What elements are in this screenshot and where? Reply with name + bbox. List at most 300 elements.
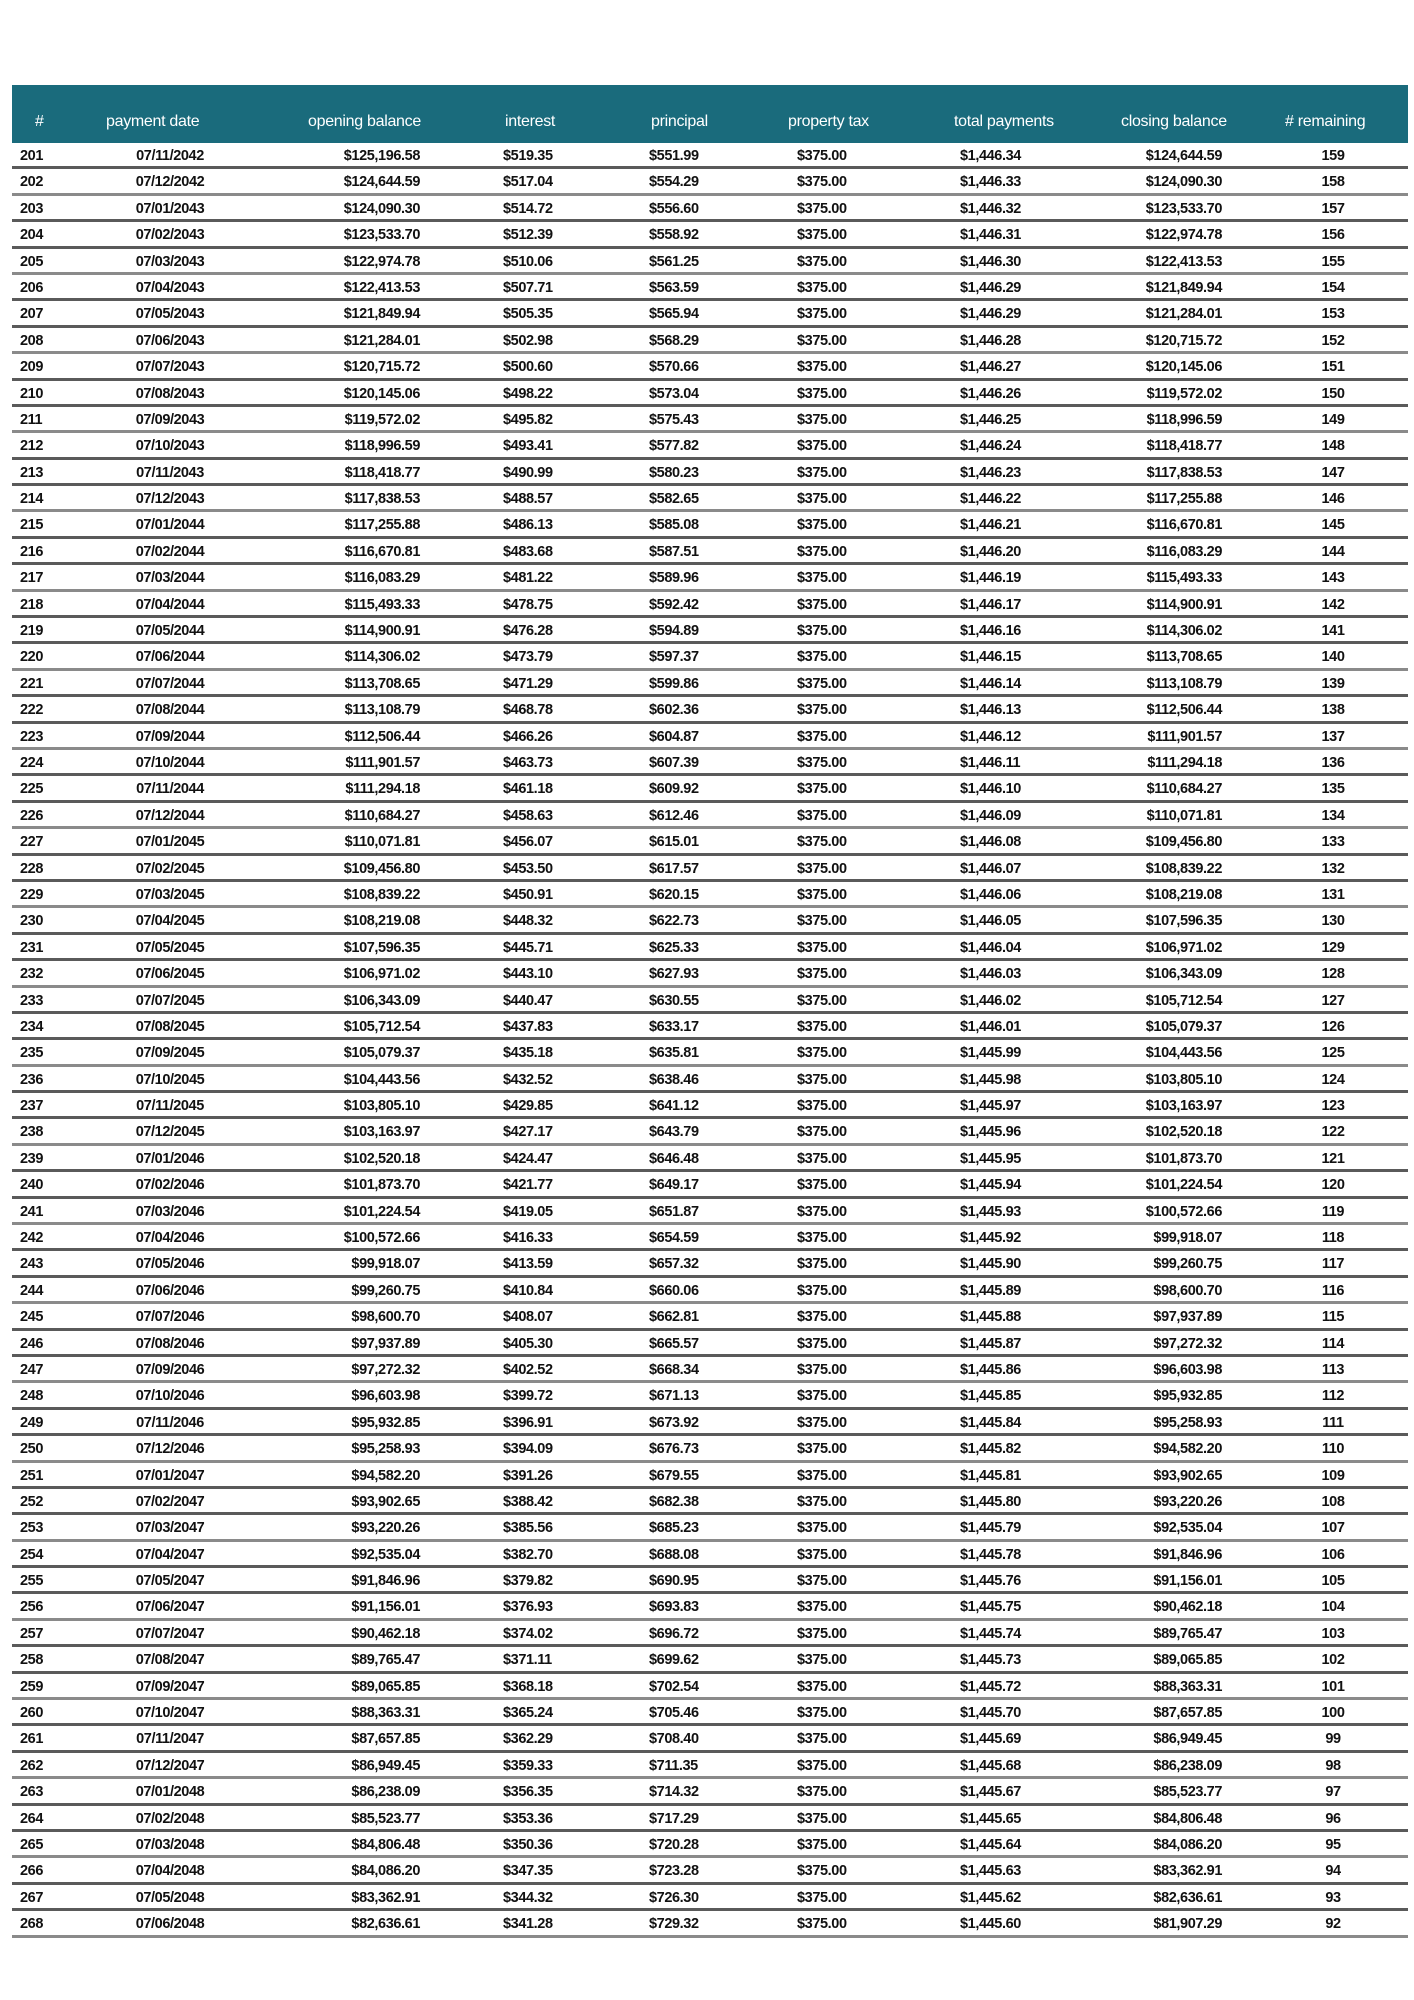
interest-cell: $382.70 bbox=[503, 1546, 553, 1563]
payment-number-cell: 225 bbox=[20, 781, 43, 798]
property-tax-cell: $375.00 bbox=[797, 702, 847, 719]
interest-cell: $408.07 bbox=[503, 1309, 553, 1326]
payment-number-cell: 203 bbox=[20, 200, 43, 217]
opening-balance-cell: $114,306.02 bbox=[344, 649, 420, 666]
opening-balance-cell: $102,520.18 bbox=[343, 1150, 420, 1167]
interest-cell: $396.91 bbox=[503, 1414, 553, 1431]
total-payment-cell: $1,445.60 bbox=[960, 1916, 1021, 1933]
table-row: 240 07/02/2046 $101,873.70 $421.77 $649.17 $375.00 $1,445.94 $101,224.54 120 bbox=[12, 1172, 1408, 1198]
payment-number-cell: 263 bbox=[20, 1784, 43, 1801]
header-opening-balance: opening balance bbox=[308, 113, 421, 130]
table-row: 265 07/03/2048 $84,806.48 $350.36 $720.28 $375.00 $1,445.64 $84,086.20 95 bbox=[12, 1832, 1408, 1858]
total-payment-cell: $1,446.17 bbox=[960, 596, 1021, 613]
interest-cell: $481.22 bbox=[503, 570, 553, 587]
principal-cell: $635.81 bbox=[649, 1045, 699, 1062]
principal-cell: $561.25 bbox=[649, 253, 699, 270]
closing-balance-cell: $121,849.94 bbox=[1145, 279, 1222, 296]
total-payment-cell: $1,446.12 bbox=[960, 728, 1021, 745]
payment-number-cell: 209 bbox=[20, 359, 43, 376]
property-tax-cell: $375.00 bbox=[797, 570, 847, 587]
table-row: 242 07/04/2046 $100,572.66 $416.33 $654.59 $375.00 $1,445.92 $99,918.07 118 bbox=[12, 1225, 1408, 1251]
table-row: 217 07/03/2044 $116,083.29 $481.22 $589.96 $375.00 $1,446.19 $115,493.33 143 bbox=[12, 565, 1408, 591]
table-row: 210 07/08/2043 $120,145.06 $498.22 $573.04 $375.00 $1,446.26 $119,572.02 150 bbox=[12, 381, 1408, 407]
property-tax-cell: $375.00 bbox=[797, 1203, 847, 1220]
closing-balance-cell: $93,902.65 bbox=[1153, 1467, 1222, 1484]
table-row: 214 07/12/2043 $117,838.53 $488.57 $582.65 $375.00 $1,446.22 $117,255.88 146 bbox=[12, 486, 1408, 512]
total-payment-cell: $1,446.11 bbox=[960, 754, 1021, 771]
opening-balance-cell: $98,600.70 bbox=[351, 1309, 420, 1326]
payment-number-cell: 238 bbox=[20, 1124, 43, 1141]
opening-balance-cell: $83,362.91 bbox=[351, 1889, 420, 1906]
property-tax-cell: $375.00 bbox=[797, 1652, 847, 1669]
table-row: 237 07/11/2045 $103,805.10 $429.85 $641.12 $375.00 $1,445.97 $103,163.97 123 bbox=[12, 1093, 1408, 1119]
total-payment-cell: $1,446.16 bbox=[960, 623, 1021, 640]
opening-balance-cell: $101,873.70 bbox=[343, 1177, 420, 1194]
closing-balance-cell: $116,083.29 bbox=[1146, 543, 1222, 560]
property-tax-cell: $375.00 bbox=[797, 1282, 847, 1299]
principal-cell: $573.04 bbox=[649, 385, 699, 402]
interest-cell: $512.39 bbox=[503, 227, 553, 244]
opening-balance-cell: $105,712.54 bbox=[343, 1018, 420, 1035]
property-tax-cell: $375.00 bbox=[797, 253, 847, 270]
table-row: 234 07/08/2045 $105,712.54 $437.83 $633.17 $375.00 $1,446.01 $105,079.37 126 bbox=[12, 1014, 1408, 1040]
closing-balance-cell: $113,108.79 bbox=[1146, 675, 1222, 692]
total-payment-cell: $1,445.93 bbox=[960, 1203, 1021, 1220]
opening-balance-cell: $84,086.20 bbox=[351, 1863, 420, 1880]
opening-balance-cell: $103,163.97 bbox=[343, 1124, 420, 1141]
opening-balance-cell: $123,533.70 bbox=[343, 227, 420, 244]
property-tax-cell: $375.00 bbox=[797, 438, 847, 455]
opening-balance-cell: $111,901.57 bbox=[345, 754, 420, 771]
closing-balance-cell: $110,684.27 bbox=[1146, 781, 1222, 798]
payment-number-cell: 228 bbox=[20, 860, 43, 877]
payment-number-cell: 202 bbox=[20, 174, 43, 191]
property-tax-cell: $375.00 bbox=[797, 385, 847, 402]
payment-number-cell: 231 bbox=[20, 939, 43, 956]
property-tax-cell: $375.00 bbox=[797, 1757, 847, 1774]
table-row: 241 07/03/2046 $101,224.54 $419.05 $651.87 $375.00 $1,445.93 $100,572.66 119 bbox=[12, 1199, 1408, 1225]
opening-balance-cell: $108,839.22 bbox=[343, 886, 420, 903]
closing-balance-cell: $86,238.09 bbox=[1153, 1757, 1222, 1774]
principal-cell: $679.55 bbox=[649, 1467, 699, 1484]
table-row: 264 07/02/2048 $85,523.77 $353.36 $717.29 $375.00 $1,445.65 $84,806.48 96 bbox=[12, 1806, 1408, 1832]
principal-cell: $638.46 bbox=[649, 1071, 699, 1088]
opening-balance-cell: $109,456.80 bbox=[343, 860, 420, 877]
property-tax-cell: $375.00 bbox=[797, 834, 847, 851]
payment-number-cell: 234 bbox=[20, 1018, 43, 1035]
opening-balance-cell: $82,636.61 bbox=[351, 1916, 420, 1933]
closing-balance-cell: $82,636.61 bbox=[1153, 1889, 1222, 1906]
principal-cell: $607.39 bbox=[649, 754, 699, 771]
table-row: 211 07/09/2043 $119,572.02 $495.82 $575.43 $375.00 $1,446.25 $118,996.59 149 bbox=[12, 407, 1408, 433]
closing-balance-cell: $93,220.26 bbox=[1153, 1493, 1222, 1510]
principal-cell: $696.72 bbox=[649, 1625, 699, 1642]
principal-cell: $597.37 bbox=[649, 649, 699, 666]
closing-balance-cell: $99,260.75 bbox=[1153, 1256, 1222, 1273]
total-payment-cell: $1,445.86 bbox=[960, 1361, 1021, 1378]
property-tax-cell: $375.00 bbox=[797, 543, 847, 560]
interest-cell: $419.05 bbox=[503, 1203, 553, 1220]
property-tax-cell: $375.00 bbox=[797, 227, 847, 244]
total-payment-cell: $1,446.29 bbox=[960, 279, 1021, 296]
total-payment-cell: $1,446.04 bbox=[960, 939, 1021, 956]
opening-balance-cell: $118,996.59 bbox=[344, 438, 420, 455]
total-payment-cell: $1,446.27 bbox=[960, 359, 1021, 376]
property-tax-cell: $375.00 bbox=[797, 1705, 847, 1722]
header-payment-date: payment date bbox=[106, 113, 200, 130]
payment-number-cell: 256 bbox=[20, 1599, 43, 1616]
payment-number-cell: 223 bbox=[20, 728, 43, 745]
property-tax-cell: $375.00 bbox=[797, 1018, 847, 1035]
payment-number-cell: 221 bbox=[20, 675, 43, 692]
table-row: 212 07/10/2043 $118,996.59 $493.41 $577.82 $375.00 $1,446.24 $118,418.77 148 bbox=[12, 433, 1408, 459]
closing-balance-cell: $111,294.18 bbox=[1147, 754, 1222, 771]
total-payment-cell: $1,445.94 bbox=[960, 1177, 1021, 1194]
principal-cell: $705.46 bbox=[649, 1705, 699, 1722]
table-row: 230 07/04/2045 $108,219.08 $448.32 $622.73 $375.00 $1,446.05 $107,596.35 130 bbox=[12, 908, 1408, 934]
principal-cell: $577.82 bbox=[649, 438, 699, 455]
interest-cell: $402.52 bbox=[503, 1361, 553, 1378]
table-row: 222 07/08/2044 $113,108.79 $468.78 $602.36 $375.00 $1,446.13 $112,506.44 138 bbox=[12, 697, 1408, 723]
table-row: 252 07/02/2047 $93,902.65 $388.42 $682.38 $375.00 $1,445.80 $93,220.26 108 bbox=[12, 1489, 1408, 1515]
total-payment-cell: $1,446.26 bbox=[960, 385, 1021, 402]
property-tax-cell: $375.00 bbox=[797, 174, 847, 191]
payment-number-cell: 249 bbox=[20, 1414, 43, 1431]
property-tax-cell: $375.00 bbox=[797, 728, 847, 745]
interest-cell: $391.26 bbox=[503, 1467, 553, 1484]
table-row: 206 07/04/2043 $122,413.53 $507.71 $563.59 $375.00 $1,446.29 $121,849.94 154 bbox=[12, 275, 1408, 301]
closing-balance-cell: $88,363.31 bbox=[1153, 1678, 1222, 1695]
table-row: 244 07/06/2046 $99,260.75 $410.84 $660.06 $375.00 $1,445.89 $98,600.70 116 bbox=[12, 1278, 1408, 1304]
interest-cell: $435.18 bbox=[503, 1045, 553, 1062]
opening-balance-cell: $124,644.59 bbox=[343, 174, 420, 191]
principal-cell: $615.01 bbox=[649, 834, 699, 851]
property-tax-cell: $375.00 bbox=[797, 464, 847, 481]
principal-cell: $609.92 bbox=[649, 781, 699, 798]
interest-cell: $495.82 bbox=[503, 411, 553, 428]
total-payment-cell: $1,445.82 bbox=[960, 1441, 1021, 1458]
principal-cell: $723.28 bbox=[649, 1863, 699, 1880]
total-payment-cell: $1,446.06 bbox=[960, 886, 1021, 903]
interest-cell: $514.72 bbox=[503, 200, 553, 217]
closing-balance-cell: $97,937.89 bbox=[1153, 1309, 1222, 1326]
principal-cell: $662.81 bbox=[649, 1309, 699, 1326]
interest-cell: $445.71 bbox=[503, 939, 553, 956]
total-payment-cell: $1,446.24 bbox=[960, 438, 1021, 455]
table-row: 223 07/09/2044 $112,506.44 $466.26 $604.87 $375.00 $1,446.12 $111,901.57 137 bbox=[12, 724, 1408, 750]
property-tax-cell: $375.00 bbox=[797, 1599, 847, 1616]
principal-cell: $592.42 bbox=[649, 596, 699, 613]
total-payment-cell: $1,446.19 bbox=[960, 570, 1021, 587]
opening-balance-cell: $88,363.31 bbox=[351, 1705, 420, 1722]
total-payment-cell: $1,445.89 bbox=[960, 1282, 1021, 1299]
closing-balance-cell: $119,572.02 bbox=[1146, 385, 1222, 402]
total-payment-cell: $1,446.05 bbox=[960, 913, 1021, 930]
principal-cell: $582.65 bbox=[649, 491, 699, 508]
table-row: 235 07/09/2045 $105,079.37 $435.18 $635.81 $375.00 $1,445.99 $104,443.56 125 bbox=[12, 1040, 1408, 1066]
property-tax-cell: $375.00 bbox=[797, 649, 847, 666]
interest-cell: $362.29 bbox=[503, 1731, 553, 1748]
payment-number-cell: 239 bbox=[20, 1150, 43, 1167]
total-payment-cell: $1,445.92 bbox=[960, 1230, 1021, 1247]
payment-number-cell: 257 bbox=[20, 1625, 43, 1642]
opening-balance-cell: $105,079.37 bbox=[343, 1045, 420, 1062]
opening-balance-cell: $110,071.81 bbox=[344, 834, 420, 851]
opening-balance-cell: $117,255.88 bbox=[344, 517, 420, 534]
property-tax-cell: $375.00 bbox=[797, 359, 847, 376]
closing-balance-cell: $120,145.06 bbox=[1145, 359, 1222, 376]
table-row: 220 07/06/2044 $114,306.02 $473.79 $597.37 $375.00 $1,446.15 $113,708.65 140 bbox=[12, 644, 1408, 670]
property-tax-cell: $375.00 bbox=[797, 1388, 847, 1405]
header-closing-balance: closing balance bbox=[1121, 113, 1227, 130]
principal-cell: $657.32 bbox=[649, 1256, 699, 1273]
total-payment-cell: $1,446.28 bbox=[960, 332, 1021, 349]
closing-balance-cell: $102,520.18 bbox=[1145, 1124, 1222, 1141]
table-row: 257 07/07/2047 $90,462.18 $374.02 $696.72 $375.00 $1,445.74 $89,765.47 103 bbox=[12, 1621, 1408, 1647]
principal-cell: $673.92 bbox=[649, 1414, 699, 1431]
interest-cell: $471.29 bbox=[503, 675, 553, 692]
principal-cell: $693.83 bbox=[649, 1599, 699, 1616]
payment-number-cell: 220 bbox=[20, 649, 43, 666]
property-tax-cell: $375.00 bbox=[797, 306, 847, 323]
interest-cell: $388.42 bbox=[503, 1493, 553, 1510]
interest-cell: $500.60 bbox=[503, 359, 553, 376]
payment-number-cell: 235 bbox=[20, 1045, 43, 1062]
closing-balance-cell: $81,907.29 bbox=[1153, 1916, 1222, 1933]
interest-cell: $424.47 bbox=[503, 1150, 553, 1167]
principal-cell: $617.57 bbox=[649, 860, 699, 877]
opening-balance-cell: $96,603.98 bbox=[351, 1388, 420, 1405]
opening-balance-cell: $93,902.65 bbox=[351, 1493, 420, 1510]
closing-balance-cell: $98,600.70 bbox=[1153, 1282, 1222, 1299]
closing-balance-cell: $122,413.53 bbox=[1145, 253, 1222, 270]
principal-cell: $717.29 bbox=[649, 1810, 699, 1827]
principal-cell: $708.40 bbox=[649, 1731, 699, 1748]
interest-cell: $490.99 bbox=[503, 464, 553, 481]
table-row: 205 07/03/2043 $122,974.78 $510.06 $561.25 $375.00 $1,446.30 $122,413.53 155 bbox=[12, 249, 1408, 275]
closing-balance-cell: $114,900.91 bbox=[1146, 596, 1222, 613]
payment-number-cell: 255 bbox=[20, 1573, 43, 1590]
opening-balance-cell: $90,462.18 bbox=[351, 1625, 420, 1642]
property-tax-cell: $375.00 bbox=[797, 1150, 847, 1167]
total-payment-cell: $1,446.33 bbox=[960, 174, 1021, 191]
total-payment-cell: $1,446.32 bbox=[960, 200, 1021, 217]
interest-cell: $374.02 bbox=[503, 1625, 553, 1642]
interest-cell: $507.71 bbox=[503, 279, 553, 296]
table-row: 256 07/06/2047 $91,156.01 $376.93 $693.83 $375.00 $1,445.75 $90,462.18 104 bbox=[12, 1594, 1408, 1620]
closing-balance-cell: $95,258.93 bbox=[1153, 1414, 1222, 1431]
closing-balance-cell: $105,712.54 bbox=[1145, 992, 1222, 1009]
payment-number-cell: 227 bbox=[20, 834, 43, 851]
table-row: 255 07/05/2047 $91,846.96 $379.82 $690.95 $375.00 $1,445.76 $91,156.01 105 bbox=[12, 1568, 1408, 1594]
payment-number-cell: 252 bbox=[20, 1493, 43, 1510]
payment-number-cell: 230 bbox=[20, 913, 43, 930]
principal-cell: $671.13 bbox=[649, 1388, 699, 1405]
opening-balance-cell: $89,765.47 bbox=[351, 1652, 420, 1669]
closing-balance-cell: $116,670.81 bbox=[1146, 517, 1222, 534]
interest-cell: $347.35 bbox=[503, 1863, 553, 1880]
property-tax-cell: $375.00 bbox=[797, 1863, 847, 1880]
opening-balance-cell: $103,805.10 bbox=[343, 1098, 420, 1115]
principal-cell: $646.48 bbox=[649, 1150, 699, 1167]
closing-balance-cell: $85,523.77 bbox=[1153, 1784, 1222, 1801]
principal-cell: $665.57 bbox=[649, 1335, 699, 1352]
payment-number-cell: 242 bbox=[20, 1230, 43, 1247]
table-row: 221 07/07/2044 $113,708.65 $471.29 $599.86 $375.00 $1,446.14 $113,108.79 139 bbox=[12, 671, 1408, 697]
table-row: 267 07/05/2048 $83,362.91 $344.32 $726.30 $375.00 $1,445.62 $82,636.61 93 bbox=[12, 1885, 1408, 1911]
opening-balance-cell: $99,918.07 bbox=[351, 1256, 420, 1273]
table-row: 262 07/12/2047 $86,949.45 $359.33 $711.35 $375.00 $1,445.68 $86,238.09 98 bbox=[12, 1753, 1408, 1779]
total-payment-cell: $1,446.02 bbox=[960, 992, 1021, 1009]
property-tax-cell: $375.00 bbox=[797, 992, 847, 1009]
property-tax-cell: $375.00 bbox=[797, 860, 847, 877]
property-tax-cell: $375.00 bbox=[797, 596, 847, 613]
total-payment-cell: $1,446.10 bbox=[960, 781, 1021, 798]
interest-cell: $453.50 bbox=[503, 860, 553, 877]
table-row: 229 07/03/2045 $108,839.22 $450.91 $620.15 $375.00 $1,446.06 $108,219.08 131 bbox=[12, 882, 1408, 908]
table-row: 208 07/06/2043 $121,284.01 $502.98 $568.29 $375.00 $1,446.28 $120,715.72 152 bbox=[12, 328, 1408, 354]
table-row: 238 07/12/2045 $103,163.97 $427.17 $643.79 $375.00 $1,445.96 $102,520.18 122 bbox=[12, 1119, 1408, 1145]
table-row: 215 07/01/2044 $117,255.88 $486.13 $585.08 $375.00 $1,446.21 $116,670.81 145 bbox=[12, 512, 1408, 538]
opening-balance-cell: $101,224.54 bbox=[343, 1203, 420, 1220]
payment-number-cell: 240 bbox=[20, 1177, 43, 1194]
table-row: 233 07/07/2045 $106,343.09 $440.47 $630.55 $375.00 $1,446.02 $105,712.54 127 bbox=[12, 988, 1408, 1014]
total-payment-cell: $1,445.67 bbox=[960, 1784, 1021, 1801]
closing-balance-cell: $118,418.77 bbox=[1146, 438, 1222, 455]
property-tax-cell: $375.00 bbox=[797, 1784, 847, 1801]
payment-number-cell: 260 bbox=[20, 1705, 43, 1722]
total-payment-cell: $1,446.20 bbox=[960, 543, 1021, 560]
opening-balance-cell: $116,670.81 bbox=[344, 543, 420, 560]
closing-balance-cell: $99,918.07 bbox=[1153, 1230, 1222, 1247]
closing-balance-cell: $104,443.56 bbox=[1145, 1045, 1222, 1062]
table-row: 213 07/11/2043 $118,418.77 $490.99 $580.23 $375.00 $1,446.23 $117,838.53 147 bbox=[12, 460, 1408, 486]
closing-balance-cell: $91,156.01 bbox=[1153, 1573, 1222, 1590]
closing-balance-cell: $114,306.02 bbox=[1146, 623, 1222, 640]
table-row: 209 07/07/2043 $120,715.72 $500.60 $570.66 $375.00 $1,446.27 $120,145.06 151 bbox=[12, 354, 1408, 380]
payment-number-cell: 259 bbox=[20, 1678, 43, 1695]
payment-number-cell: 229 bbox=[20, 886, 43, 903]
table-row: 251 07/01/2047 $94,582.20 $391.26 $679.55 $375.00 $1,445.81 $93,902.65 109 bbox=[12, 1463, 1408, 1489]
header-remaining: # remaining bbox=[1285, 113, 1366, 130]
payment-number-cell: 211 bbox=[20, 411, 43, 428]
header-number: # bbox=[35, 113, 44, 130]
table-row: 247 07/09/2046 $97,272.32 $402.52 $668.34 $375.00 $1,445.86 $96,603.98 113 bbox=[12, 1357, 1408, 1383]
principal-cell: $594.89 bbox=[649, 623, 699, 640]
interest-cell: $359.33 bbox=[503, 1757, 553, 1774]
opening-balance-cell: $91,846.96 bbox=[351, 1573, 420, 1590]
payment-number-cell: 236 bbox=[20, 1071, 43, 1088]
interest-cell: $353.36 bbox=[503, 1810, 553, 1827]
total-payment-cell: $1,445.96 bbox=[960, 1124, 1021, 1141]
payment-number-cell: 210 bbox=[20, 385, 43, 402]
interest-cell: $344.32 bbox=[503, 1889, 553, 1906]
opening-balance-cell: $119,572.02 bbox=[344, 411, 420, 428]
table-row: 258 07/08/2047 $89,765.47 $371.11 $699.62 $375.00 $1,445.73 $89,065.85 102 bbox=[12, 1647, 1408, 1673]
interest-cell: $486.13 bbox=[503, 517, 553, 534]
opening-balance-cell: $124,090.30 bbox=[343, 200, 420, 217]
property-tax-cell: $375.00 bbox=[797, 1678, 847, 1695]
payment-number-cell: 253 bbox=[20, 1520, 43, 1537]
total-payment-cell: $1,445.84 bbox=[960, 1414, 1021, 1431]
opening-balance-cell: $107,596.35 bbox=[343, 939, 420, 956]
principal-cell: $726.30 bbox=[649, 1889, 699, 1906]
closing-balance-cell: $96,603.98 bbox=[1153, 1361, 1222, 1378]
closing-balance-cell: $86,949.45 bbox=[1153, 1731, 1222, 1748]
closing-balance-cell: $122,974.78 bbox=[1145, 227, 1222, 244]
interest-cell: $356.35 bbox=[503, 1784, 553, 1801]
payment-number-cell: 267 bbox=[20, 1889, 43, 1906]
opening-balance-cell: $113,708.65 bbox=[344, 675, 420, 692]
opening-balance-cell: $122,974.78 bbox=[343, 253, 420, 270]
interest-cell: $405.30 bbox=[503, 1335, 553, 1352]
principal-cell: $714.32 bbox=[649, 1784, 699, 1801]
table-row: 202 07/12/2042 $124,644.59 $517.04 $554.29 $375.00 $1,446.33 $124,090.30 158 bbox=[12, 169, 1408, 195]
closing-balance-cell: $101,873.70 bbox=[1145, 1150, 1222, 1167]
payment-number-cell: 206 bbox=[20, 279, 43, 296]
property-tax-cell: $375.00 bbox=[797, 1045, 847, 1062]
table-row: 245 07/07/2046 $98,600.70 $408.07 $662.81 $375.00 $1,445.88 $97,937.89 115 bbox=[12, 1304, 1408, 1330]
principal-cell: $558.92 bbox=[649, 227, 699, 244]
interest-cell: $376.93 bbox=[503, 1599, 553, 1616]
property-tax-cell: $375.00 bbox=[797, 1309, 847, 1326]
interest-cell: $510.06 bbox=[503, 253, 553, 270]
payment-number-cell: 248 bbox=[20, 1388, 43, 1405]
total-payment-cell: $1,446.09 bbox=[960, 807, 1021, 824]
closing-balance-cell: $117,255.88 bbox=[1146, 491, 1222, 508]
principal-cell: $602.36 bbox=[649, 702, 699, 719]
property-tax-cell: $375.00 bbox=[797, 939, 847, 956]
table-row: 268 07/06/2048 $82,636.61 $341.28 $729.32 $375.00 $1,445.60 $81,907.29 92 bbox=[12, 1911, 1408, 1937]
opening-balance-cell: $114,900.91 bbox=[344, 623, 420, 640]
payment-number-cell: 261 bbox=[20, 1731, 43, 1748]
opening-balance-cell: $97,272.32 bbox=[351, 1361, 420, 1378]
opening-balance-cell: $95,932.85 bbox=[351, 1414, 420, 1431]
total-payment-cell: $1,445.65 bbox=[960, 1810, 1021, 1827]
interest-cell: $427.17 bbox=[503, 1124, 553, 1141]
payment-number-cell: 219 bbox=[20, 623, 43, 640]
total-payment-cell: $1,445.68 bbox=[960, 1757, 1021, 1774]
total-payment-cell: $1,445.90 bbox=[960, 1256, 1021, 1273]
interest-cell: $517.04 bbox=[503, 174, 553, 191]
closing-balance-cell: $103,163.97 bbox=[1145, 1098, 1222, 1115]
principal-cell: $580.23 bbox=[649, 464, 699, 481]
property-tax-cell: $375.00 bbox=[797, 886, 847, 903]
property-tax-cell: $375.00 bbox=[797, 623, 847, 640]
property-tax-cell: $375.00 bbox=[797, 1467, 847, 1484]
payment-number-cell: 204 bbox=[20, 227, 43, 244]
payment-number-cell: 212 bbox=[20, 438, 43, 455]
total-payment-cell: $1,446.07 bbox=[960, 860, 1021, 877]
property-tax-cell: $375.00 bbox=[797, 1098, 847, 1115]
payment-number-cell: 265 bbox=[20, 1837, 43, 1853]
payment-number-cell: 254 bbox=[20, 1546, 43, 1563]
payment-number-cell: 226 bbox=[20, 807, 43, 824]
principal-cell: $568.29 bbox=[649, 332, 699, 349]
closing-balance-cell: $118,996.59 bbox=[1146, 411, 1222, 428]
interest-cell: $468.78 bbox=[503, 702, 553, 719]
interest-cell: $413.59 bbox=[503, 1256, 553, 1273]
table-row: 227 07/01/2045 $110,071.81 $456.07 $615.01 $375.00 $1,446.08 $109,456.80 133 bbox=[12, 829, 1408, 855]
property-tax-cell: $375.00 bbox=[797, 491, 847, 508]
principal-cell: $651.87 bbox=[649, 1203, 699, 1220]
interest-cell: $488.57 bbox=[503, 491, 553, 508]
property-tax-cell: $375.00 bbox=[797, 1177, 847, 1194]
principal-cell: $554.29 bbox=[649, 174, 699, 191]
property-tax-cell: $375.00 bbox=[797, 1230, 847, 1247]
interest-cell: $448.32 bbox=[503, 913, 553, 930]
interest-cell: $505.35 bbox=[503, 306, 553, 323]
